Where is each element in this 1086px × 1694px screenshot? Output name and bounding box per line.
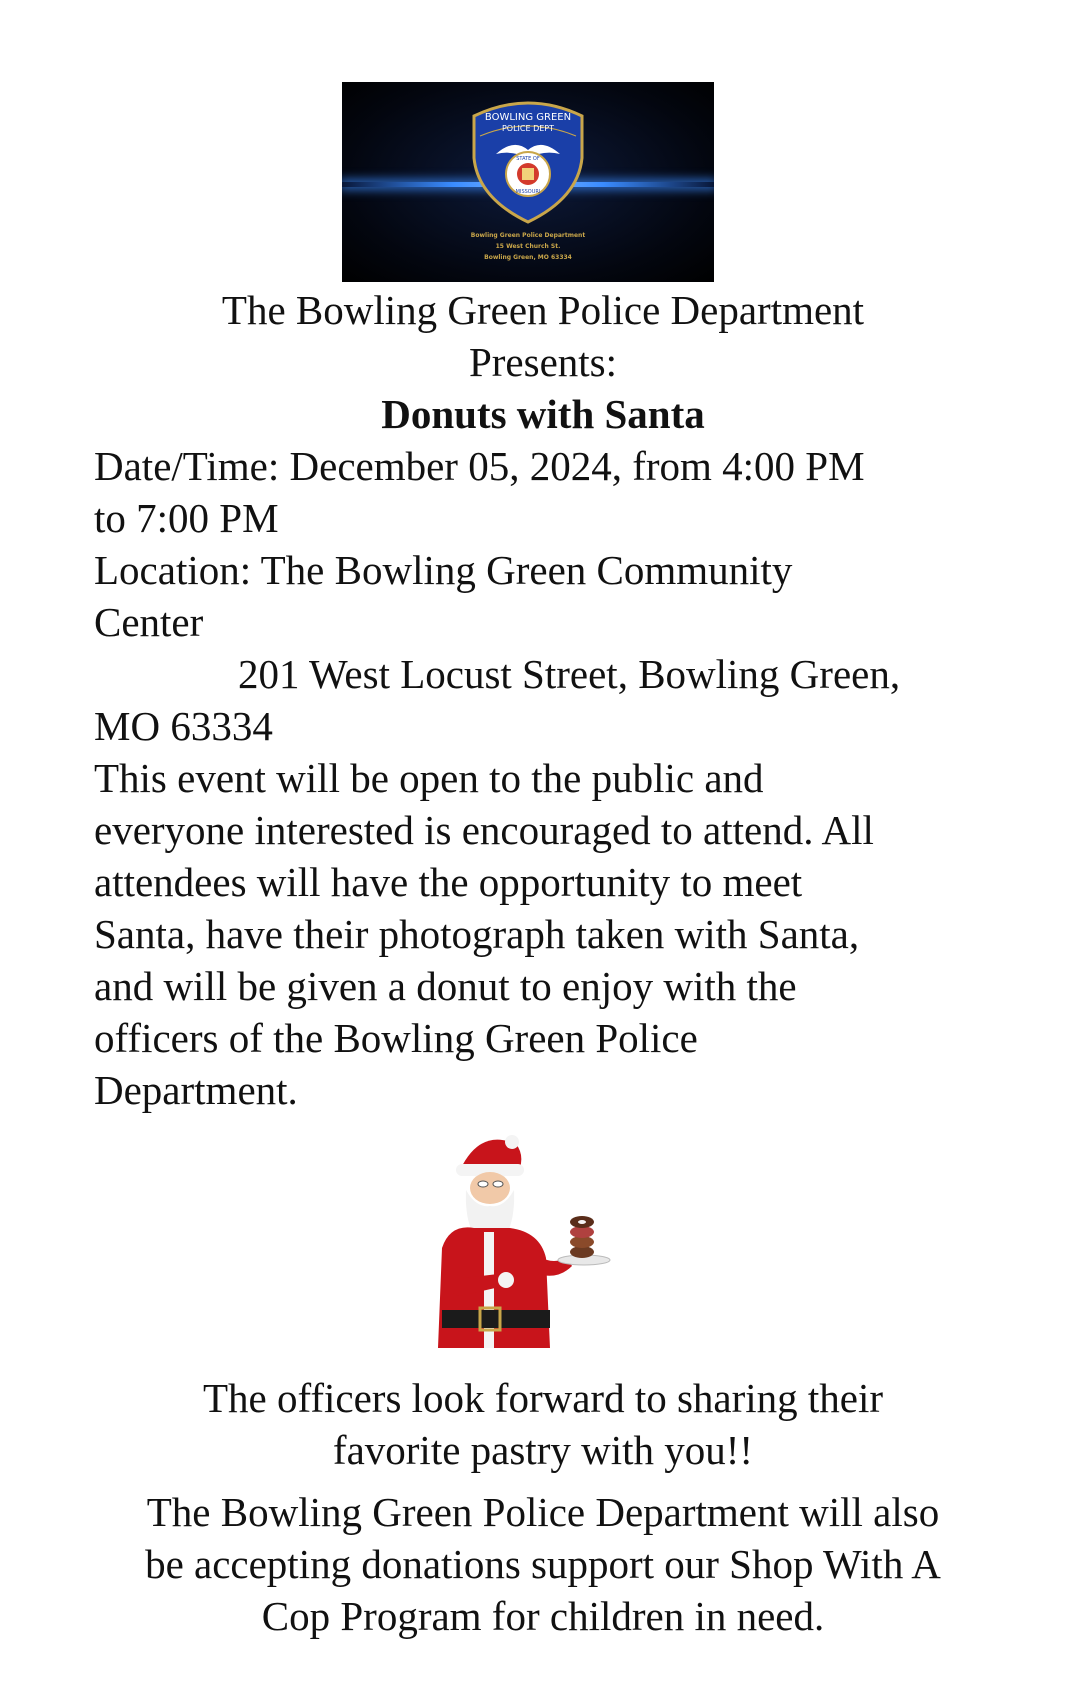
santa-with-donuts-image (420, 1128, 640, 1353)
location-line-1: Location: The Bowling Green Community (94, 547, 793, 593)
donation-line-2: be accepting donations support our Shop With A (145, 1541, 941, 1587)
police-logo-banner (342, 82, 714, 282)
description-line: Department. (94, 1067, 298, 1113)
address-line-1: 201 West Locust Street, Bowling Green, (238, 651, 901, 697)
svg-text:BOWLING GREEN: BOWLING GREEN (484, 112, 572, 123)
event-title: Donuts with Santa (381, 391, 705, 437)
svg-text:STATE OF: STATE OF (516, 156, 540, 162)
description-line: everyone interested is encouraged to attend. All (94, 807, 874, 853)
location-line-2: Center (94, 599, 204, 645)
donation-line-3: Cop Program for children in need. (261, 1593, 825, 1639)
description-line: Santa, have their photograph taken with Santa, (94, 911, 860, 957)
description-line: attendees will have the opportunity to meet (94, 859, 803, 905)
police-badge-icon (466, 96, 590, 226)
santa-icon (420, 1128, 640, 1353)
presents-label: Presents: (468, 339, 618, 385)
donation-line-1: The Bowling Green Police Department will also (146, 1489, 940, 1535)
presenter-line: The Bowling Green Police Department (221, 287, 865, 333)
date-time-line-2: to 7:00 PM (94, 495, 279, 541)
description-line: officers of the Bowling Green Police (94, 1015, 698, 1061)
date-time-line-1: Date/Time: December 05, 2024, from 4:00 PM (94, 443, 865, 489)
description-line: This event will be open to the public and (94, 755, 764, 801)
closing-line-2: favorite pastry with you!! (332, 1427, 754, 1473)
description-line: and will be given a donut to enjoy with the (94, 963, 797, 1009)
svg-text:POLICE DEPT: POLICE DEPT (501, 124, 555, 133)
svg-text:MISSOURI: MISSOURI (515, 189, 541, 195)
address-line-2: MO 63334 (94, 703, 273, 749)
closing-line-1: The officers look forward to sharing their (202, 1375, 884, 1421)
logo-address: Bowling Green Police Department 15 West Church St. Bowling Green, MO 63334 (470, 232, 586, 261)
